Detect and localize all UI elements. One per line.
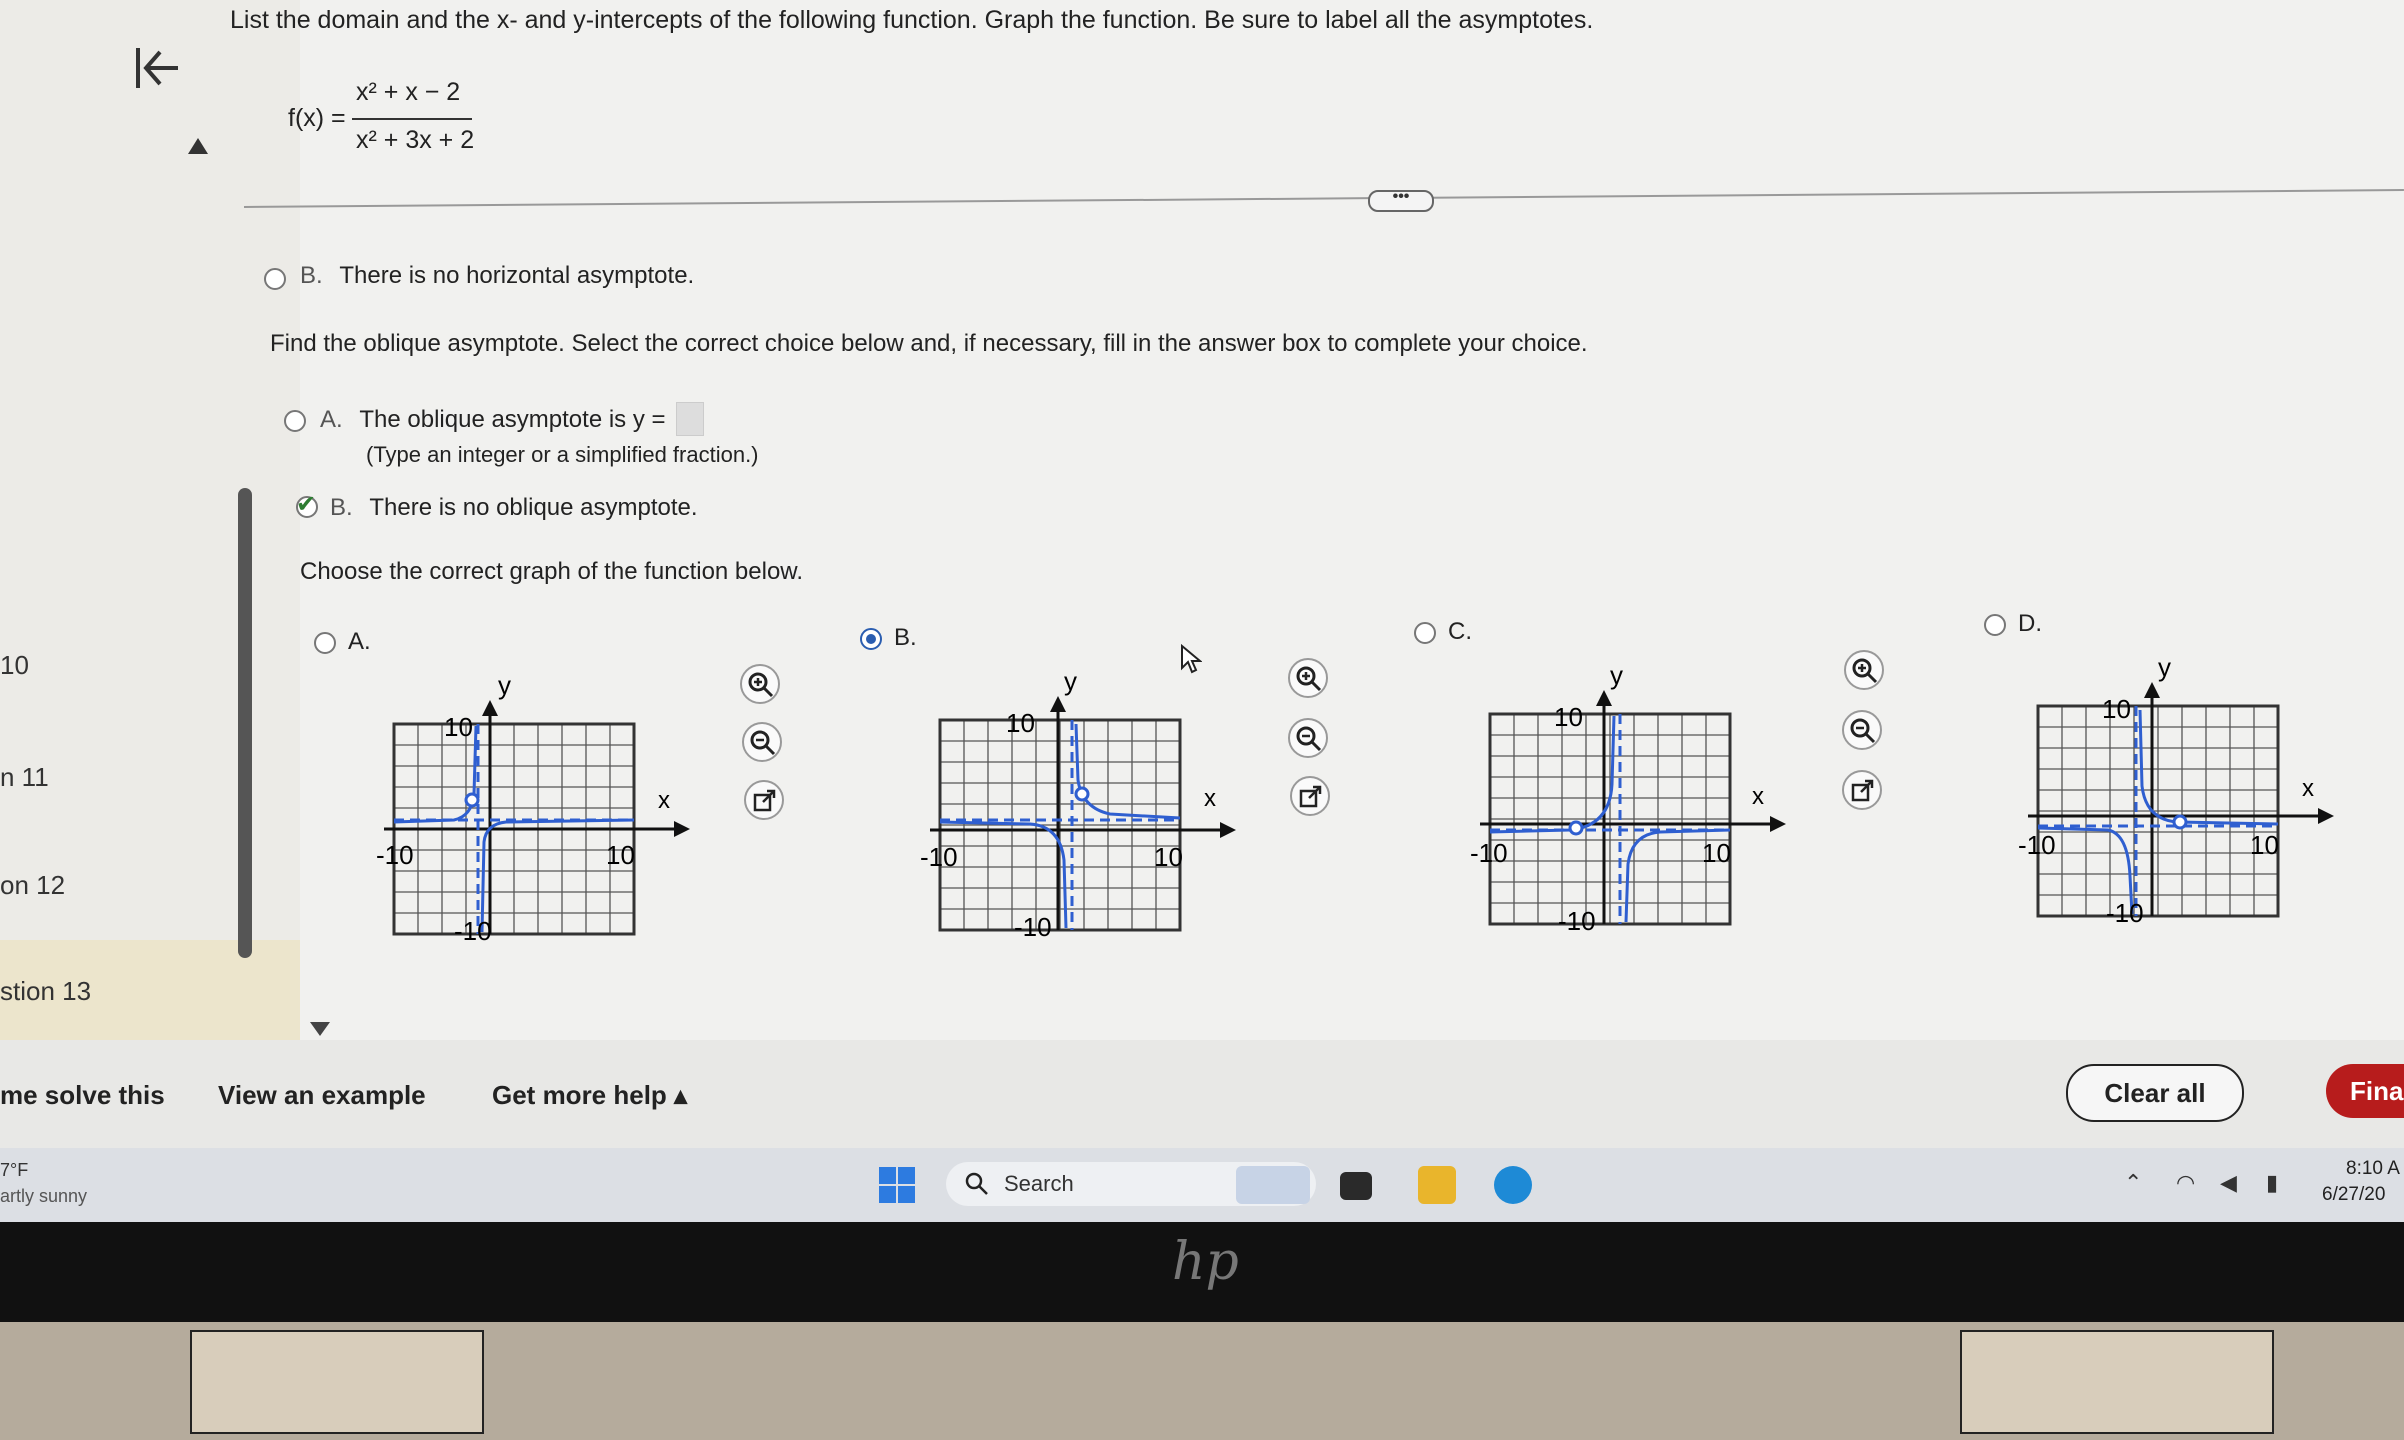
graph-option-c-letter: C. (1448, 618, 1472, 645)
scroll-up-icon[interactable] (188, 138, 208, 154)
correct-check-icon: ✔ (296, 491, 317, 518)
zoom-out-button-c[interactable] (1842, 710, 1882, 750)
graph-hole (2174, 816, 2186, 828)
tick-label-right: 10 (1702, 838, 1731, 868)
fraction-bar (352, 118, 472, 120)
graph-option-a-letter: A. (348, 628, 371, 655)
open-window-button-c[interactable] (1842, 770, 1882, 810)
x-axis-label: x (1752, 783, 1764, 810)
graph-a[interactable] (374, 664, 704, 944)
sidebar-item-label: stion 13 (0, 976, 92, 1006)
tick-label-top: 10 (2102, 694, 2131, 724)
function-numerator: x² + x − 2 (356, 78, 461, 106)
tick-label-left: -10 (2018, 830, 2056, 860)
chevron-up-icon[interactable]: ⌃ (2124, 1170, 2143, 1195)
oblique-instruction: Find the oblique asymptote. Select the correct choice below and, if necessary, fill in the answer box to complete your choice. (270, 330, 1588, 357)
wifi-icon[interactable]: ◠ (2176, 1170, 2196, 1195)
option-letter: A. (320, 406, 343, 433)
x-axis-arrow (2318, 808, 2334, 824)
tick-label-top: 10 (1554, 702, 1583, 732)
zoom-in-button-c[interactable] (1844, 650, 1884, 690)
option-text: The oblique asymptote is y = (359, 406, 666, 433)
x-axis-label: x (658, 787, 670, 814)
battery-icon[interactable]: ▮ (2266, 1170, 2279, 1195)
search-placeholder: Search (1004, 1171, 1074, 1196)
y-axis-arrow (1050, 696, 1066, 712)
x-axis-label: x (2302, 775, 2314, 802)
weather-desc: artly sunny (0, 1186, 88, 1206)
zoom-in-icon (1296, 666, 1322, 692)
graph-b[interactable] (920, 660, 1250, 940)
laptop-hinge-right (1960, 1330, 2274, 1434)
y-axis-label: y (498, 670, 511, 700)
zoom-out-button-b[interactable] (1288, 718, 1328, 758)
search-icon (964, 1171, 990, 1197)
function-label: f(x) = (288, 104, 346, 132)
hp-logo: hp (1172, 1232, 1239, 1292)
open-window-button-b[interactable] (1290, 776, 1330, 816)
sidebar-item-label: 10 (0, 650, 29, 680)
clock-date[interactable]: 6/27/20 (2322, 1184, 2386, 1205)
x-axis-arrow (674, 821, 690, 837)
tick-label-left: -10 (920, 842, 958, 872)
horizontal-option-b (300, 262, 694, 290)
volume-icon[interactable]: ◀ (2220, 1170, 2237, 1195)
y-axis-label: y (2158, 652, 2171, 682)
zoom-in-icon (748, 672, 774, 698)
graph-option-b-radio[interactable] (860, 628, 882, 650)
tick-label-right: 10 (1154, 842, 1183, 872)
graph-option-c-radio[interactable] (1414, 622, 1436, 644)
oblique-option-b (330, 494, 698, 522)
oblique-option-a (320, 406, 666, 434)
option-text: There is no oblique asymptote. (369, 494, 698, 521)
graph-grid (940, 720, 1180, 930)
windows-start-icon[interactable] (878, 1166, 916, 1204)
zoom-out-icon (1850, 718, 1876, 744)
graph-d[interactable] (2018, 646, 2348, 926)
y-axis-arrow (482, 700, 498, 716)
tick-label-right: 10 (2250, 830, 2279, 860)
graph-curve-right (482, 820, 634, 932)
laptop-hinge-left (190, 1330, 484, 1434)
zoom-in-button-a[interactable] (740, 664, 780, 704)
graph-grid (1490, 714, 1730, 924)
weather-temp[interactable]: 7°F (0, 1160, 29, 1180)
sidebar-item-12[interactable] (0, 870, 65, 901)
task-view-icon[interactable] (1340, 1172, 1372, 1200)
question-content (230, 0, 2404, 1040)
question-prompt: List the domain and the x- and y-intercepts of the following function. Graph the function. Be sure to label all the asymptotes. (230, 6, 1594, 34)
get-more-help-link[interactable]: Get more help ▴ (492, 1080, 688, 1110)
divider (244, 189, 2404, 208)
option-letter: B. (330, 494, 353, 521)
mouse-cursor-icon (1180, 644, 1202, 674)
oblique-option-a-radio[interactable] (284, 410, 306, 432)
oblique-answer-input[interactable] (676, 402, 704, 436)
y-axis-arrow (1596, 690, 1612, 706)
widgets-app-icon[interactable] (1236, 1166, 1310, 1204)
function-denominator: x² + 3x + 2 (356, 126, 475, 154)
zoom-out-button-a[interactable] (742, 722, 782, 762)
edge-browser-icon[interactable] (1494, 1166, 1532, 1204)
horizontal-option-b-radio[interactable] (264, 268, 286, 290)
final-check-button[interactable]: Fina (2326, 1064, 2404, 1118)
sidebar-item-10[interactable] (0, 650, 29, 681)
graph-option-b-letter: B. (894, 624, 917, 651)
zoom-out-icon (750, 730, 776, 756)
graph-c[interactable] (1470, 654, 1800, 934)
graph-hole (466, 794, 478, 806)
sidebar-item-11[interactable] (0, 762, 49, 793)
help-me-solve-link[interactable]: me solve this (0, 1080, 165, 1110)
graph-option-d-radio[interactable] (1984, 614, 2006, 636)
clear-all-button[interactable]: Clear all (2066, 1064, 2244, 1122)
y-axis-arrow (2144, 682, 2160, 698)
graph-instruction: Choose the correct graph of the function below. (300, 558, 803, 585)
x-axis-arrow (1770, 816, 1786, 832)
y-axis-label: y (1610, 660, 1623, 690)
y-axis-label: y (1064, 666, 1077, 696)
collapse-back-icon[interactable] (128, 40, 188, 100)
tick-label-bottom: -10 (454, 916, 492, 944)
graph-curve-left (1490, 716, 1614, 832)
external-link-icon (1298, 784, 1324, 810)
tick-label-bottom: -10 (1014, 912, 1052, 940)
view-example-link[interactable]: View an example (218, 1080, 426, 1110)
tick-label-top: 10 (1006, 708, 1035, 738)
tick-label-top: 10 (444, 712, 473, 742)
graph-hole (1076, 788, 1088, 800)
open-window-button-a[interactable] (744, 780, 784, 820)
expand-more-button[interactable]: ••• (1368, 190, 1434, 212)
graph-option-a-radio[interactable] (314, 632, 336, 654)
sidebar-item-label: n 11 (0, 762, 49, 792)
zoom-in-icon (1852, 658, 1878, 684)
tick-label-left: -10 (376, 840, 414, 870)
option-text: There is no horizontal asymptote. (339, 262, 695, 289)
zoom-out-icon (1296, 726, 1322, 752)
clock-time[interactable]: 8:10 A (2346, 1158, 2400, 1179)
graph-hole (1570, 822, 1582, 834)
tick-label-bottom: -10 (2106, 898, 2144, 926)
option-letter: B. (300, 262, 323, 289)
tick-label-bottom: -10 (1558, 906, 1596, 934)
x-axis-label: x (1204, 785, 1216, 812)
graph-grid (2038, 706, 2278, 916)
external-link-icon (752, 788, 778, 814)
x-axis-arrow (1220, 822, 1236, 838)
sidebar-item-label: on 12 (0, 870, 66, 900)
oblique-option-a-hint: (Type an integer or a simplified fraction.) (366, 442, 759, 467)
external-link-icon (1850, 778, 1876, 804)
graph-option-d-letter: D. (2018, 610, 2042, 637)
zoom-in-button-b[interactable] (1288, 658, 1328, 698)
tick-label-left: -10 (1470, 838, 1508, 868)
file-explorer-icon[interactable] (1418, 1166, 1456, 1204)
tick-label-right: 10 (606, 840, 635, 870)
